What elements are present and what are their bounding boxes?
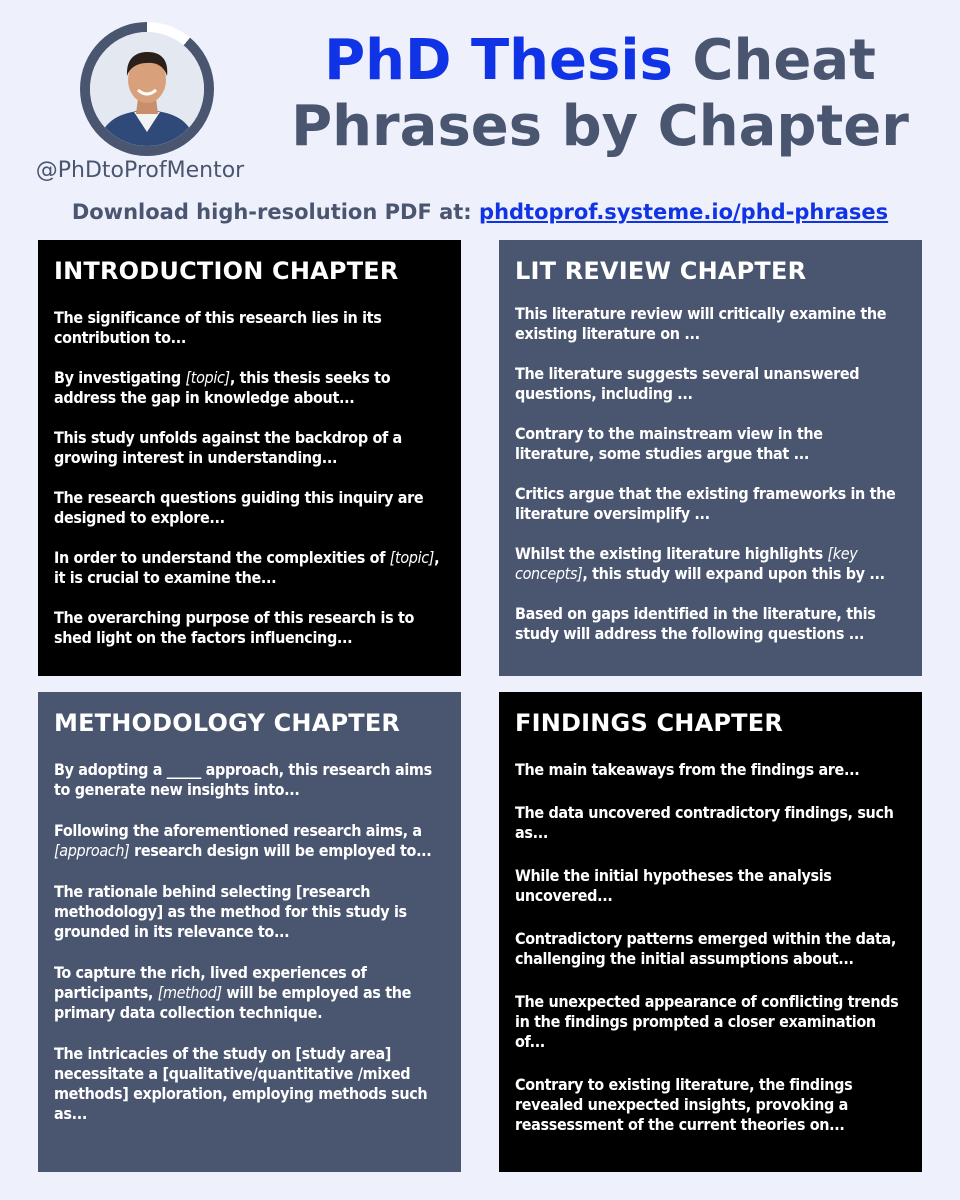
phrase-text: The rationale behind selecting [research methodology] as the method for this study is grounded in its relevance to... <box>54 882 407 941</box>
title-accent: PhD Thesis <box>324 28 673 93</box>
person-icon <box>90 32 204 146</box>
phrase-item <box>515 604 906 644</box>
phrase-list <box>515 760 906 1135</box>
phrase-item <box>515 1075 906 1135</box>
phrase-text: The main takeaways from the findings are... <box>515 760 860 779</box>
phrase-item <box>515 364 906 404</box>
phrase-text: In order to understand the complexities of <box>54 548 390 567</box>
phrase-item <box>54 368 445 408</box>
title-line-1 <box>280 28 920 94</box>
card-heading: LIT REVIEW CHAPTER <box>515 257 807 285</box>
phrase-text: Whilst the existing literature highlights <box>515 544 828 563</box>
phrase-text: While the initial hypotheses the analysis uncovered... <box>515 866 832 905</box>
phrase-item <box>515 760 906 780</box>
phrase-item <box>54 821 445 861</box>
phrase-text: Contrary to the mainstream view in the literature, some studies argue that ... <box>515 424 823 463</box>
phrase-item <box>515 929 906 969</box>
phrase-item <box>515 866 906 906</box>
avatar <box>80 22 214 156</box>
phrase-text: This study unfolds against the backdrop of a growing interest in understanding... <box>54 428 402 467</box>
phrase-text: To capture the rich, lived experiences of participants, <box>54 963 367 1002</box>
phrase-item <box>515 544 906 584</box>
phrase-text: By investigating <box>54 368 186 387</box>
download-line <box>0 200 960 224</box>
phrase-item <box>54 882 445 942</box>
phrase-item <box>54 963 445 1023</box>
phrase-item <box>54 760 445 800</box>
phrase-text: The unexpected appearance of conflicting trends in the findings prompted a closer examination of... <box>515 992 899 1051</box>
phrase-placeholder: [key concepts] <box>515 544 858 583</box>
download-label: Download high-resolution PDF at: <box>71 200 472 224</box>
avatar-photo <box>90 32 204 146</box>
phrase-placeholder: [topic] <box>389 548 435 567</box>
phrase-text-end: , this thesis seeks to address the gap in knowledge about... <box>54 368 391 407</box>
download-link[interactable]: phdtoprof.systeme.io/phd-phrases <box>479 200 889 224</box>
phrase-list <box>54 760 445 1124</box>
card-methodology <box>38 692 461 1172</box>
phrase-text: The overarching purpose of this research is to shed light on the factors influencing... <box>54 608 415 647</box>
phrase-item <box>515 424 906 464</box>
title-line-1-rest: Cheat <box>692 28 876 93</box>
card-heading: FINDINGS CHAPTER <box>515 709 783 737</box>
phrase-item <box>54 548 445 588</box>
title-line-2: Phrases by Chapter <box>291 94 909 159</box>
phrase-placeholder: [approach] <box>54 841 130 860</box>
phrase-text: The research questions guiding this inquiry are designed to explore... <box>54 488 424 527</box>
phrase-item <box>54 428 445 468</box>
phrase-text: This literature review will critically examine the existing literature on ... <box>515 304 887 343</box>
phrase-text: By adopting a _____ approach, this research aims to generate new insights into... <box>54 760 432 799</box>
phrase-text: Following the aforementioned research aims, a <box>54 821 422 840</box>
phrase-list <box>54 308 445 648</box>
card-heading: INTRODUCTION CHAPTER <box>54 257 399 285</box>
phrase-text-end: research design will be employed to... <box>129 841 432 860</box>
phrase-text-end: will be employed as the primary data collection technique. <box>54 983 412 1022</box>
card-findings <box>499 692 922 1172</box>
phrase-item <box>515 484 906 524</box>
phrase-item <box>54 488 445 528</box>
phrase-item <box>515 992 906 1052</box>
phrase-text-end: , it is crucial to examine the... <box>54 548 440 587</box>
phrase-text: Critics argue that the existing frameworks in the literature oversimplify ... <box>515 484 896 523</box>
phrase-item <box>515 803 906 843</box>
phrase-placeholder: [method] <box>157 983 222 1002</box>
phrase-text: The intricacies of the study on [study area] necessitate a [qualitative/quantitative /mixed methods] exploration, employing methods such as... <box>54 1044 428 1123</box>
phrase-text-end: , this study will expand upon this by ... <box>582 564 885 583</box>
phrase-text: The significance of this research lies in its contribution to... <box>54 308 382 347</box>
phrase-text: Contrary to existing literature, the findings revealed unexpected insights, provoking a reassessment of the current theories on... <box>515 1075 853 1134</box>
phrase-list <box>515 304 906 644</box>
page-title <box>280 28 920 160</box>
phrase-text: Contradictory patterns emerged within the data, challenging the initial assumptions about... <box>515 929 897 968</box>
phrase-item <box>54 608 445 648</box>
profile-handle: @PhDtoProfMentor <box>35 158 245 183</box>
phrase-item <box>54 1044 445 1124</box>
phrase-placeholder: [topic] <box>185 368 230 387</box>
phrase-text: The data uncovered contradictory findings, such as... <box>515 803 894 842</box>
phrase-text: Based on gaps identified in the literature, this study will address the following questions ... <box>515 604 876 643</box>
phrase-item <box>54 308 445 348</box>
phrase-text: The literature suggests several unanswered questions, including ... <box>515 364 860 403</box>
phrase-item <box>515 304 906 344</box>
card-heading: METHODOLOGY CHAPTER <box>54 709 401 737</box>
card-lit-review <box>499 240 922 676</box>
card-introduction <box>38 240 461 676</box>
